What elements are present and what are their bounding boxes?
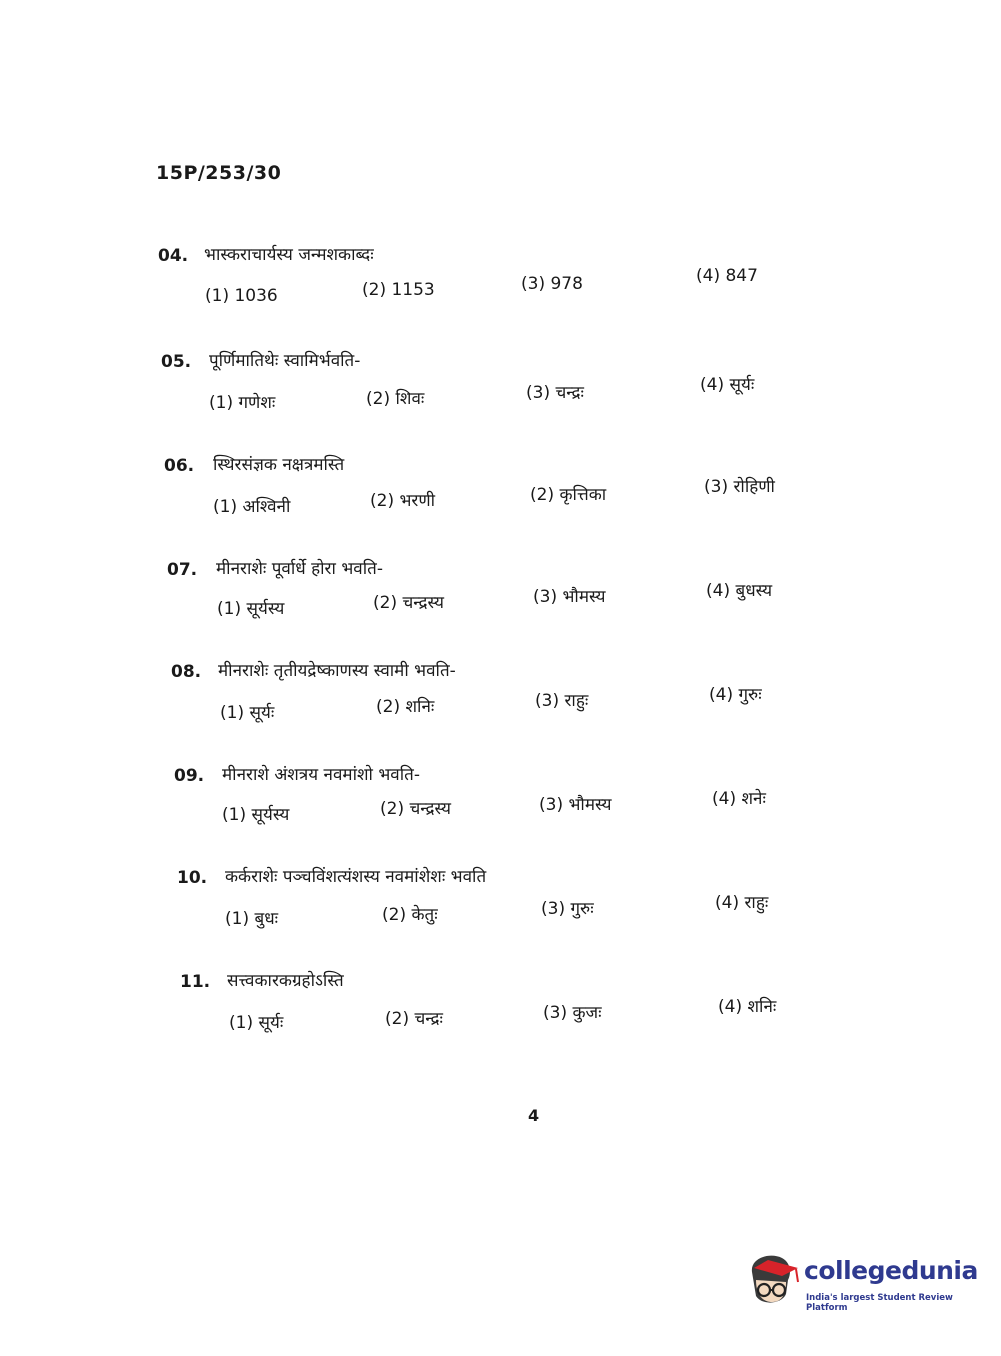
logo-name: collegedunia bbox=[804, 1256, 978, 1285]
option-1: (1) सूर्यः bbox=[229, 1013, 284, 1033]
page-number: 4 bbox=[528, 1106, 540, 1125]
option-2: (2) भरणी bbox=[370, 491, 436, 511]
option-3: (3) भौमस्य bbox=[539, 795, 612, 815]
option-2: (2) केतुः bbox=[382, 905, 438, 925]
logo-tagline: India's largest Student Review Platform bbox=[806, 1293, 953, 1313]
option-2: (2) चन्द्रस्य bbox=[380, 799, 452, 819]
question-04 bbox=[0, 246, 1001, 336]
question-text: मीनराशेः पूर्वार्धे होरा भवति- bbox=[216, 559, 383, 579]
question-number: 10. bbox=[177, 868, 208, 888]
question-text: पूर्णिमातिथेः स्वामिर्भवति- bbox=[209, 351, 361, 371]
option-1: (1) सूर्यस्य bbox=[222, 805, 290, 825]
option-1: (1) बुधः bbox=[225, 909, 279, 929]
option-4: (3) रोहिणी bbox=[704, 477, 775, 497]
option-3: (3) भौमस्य bbox=[533, 587, 606, 607]
collegedunia-logo bbox=[742, 1250, 978, 1320]
option-4: (4) शनिः bbox=[718, 997, 777, 1017]
option-3: (3) गुरुः bbox=[541, 899, 594, 919]
option-4: (4) राहुः bbox=[715, 893, 769, 913]
question-08 bbox=[0, 662, 1001, 752]
option-1: (1) 1036 bbox=[205, 286, 278, 306]
option-4: (4) बुधस्य bbox=[706, 581, 773, 601]
option-4: (4) गुरुः bbox=[709, 685, 762, 705]
question-09 bbox=[0, 766, 1001, 856]
option-1: (1) सूर्यः bbox=[220, 703, 275, 723]
question-07 bbox=[0, 560, 1001, 650]
question-text: मीनराशेः तृतीयद्रेष्काणस्य स्वामी भवति- bbox=[218, 661, 456, 681]
option-2: (2) शनिः bbox=[376, 697, 435, 717]
mascot-icon bbox=[742, 1250, 802, 1312]
question-10 bbox=[0, 868, 1001, 958]
option-3: (3) चन्द्रः bbox=[526, 383, 584, 403]
question-text: मीनराशे अंशत्रय नवमांशो भवति- bbox=[222, 765, 420, 785]
option-3: (2) कृत्तिका bbox=[530, 485, 607, 505]
question-05 bbox=[0, 352, 1001, 442]
question-number: 04. bbox=[158, 246, 189, 266]
option-4: (4) 847 bbox=[696, 266, 758, 286]
question-number: 06. bbox=[164, 456, 195, 476]
option-2: (2) 1153 bbox=[362, 280, 435, 300]
option-4: (4) शनेः bbox=[712, 789, 766, 809]
question-06 bbox=[0, 456, 1001, 546]
question-number: 05. bbox=[161, 352, 192, 372]
question-number: 07. bbox=[167, 560, 198, 580]
question-number: 08. bbox=[171, 662, 202, 682]
option-3: (3) कुजः bbox=[543, 1003, 602, 1023]
option-3: (3) 978 bbox=[521, 274, 583, 294]
paper-code: 15P/253/30 bbox=[156, 162, 282, 184]
question-number: 09. bbox=[174, 766, 205, 786]
option-1: (1) गणेशः bbox=[209, 393, 276, 413]
option-1: (1) अश्विनी bbox=[213, 497, 291, 517]
option-2: (2) शिवः bbox=[366, 389, 425, 409]
question-text: सत्त्वकारकग्रहोऽस्ति bbox=[227, 971, 344, 991]
option-4: (4) सूर्यः bbox=[700, 375, 755, 395]
option-3: (3) राहुः bbox=[535, 691, 589, 711]
option-1: (1) सूर्यस्य bbox=[217, 599, 285, 619]
option-2: (2) चन्द्रः bbox=[385, 1009, 443, 1029]
option-2: (2) चन्द्रस्य bbox=[373, 593, 445, 613]
question-text: कर्कराशेः पञ्चविंशत्यंशस्य नवमांशेशः भवति bbox=[225, 867, 487, 887]
question-number: 11. bbox=[180, 972, 211, 992]
question-text: भास्कराचार्यस्य जन्मशकाब्दः bbox=[204, 245, 374, 265]
question-text: स्थिरसंज्ञक नक्षत्रमस्ति bbox=[213, 455, 345, 475]
question-11 bbox=[0, 972, 1001, 1062]
